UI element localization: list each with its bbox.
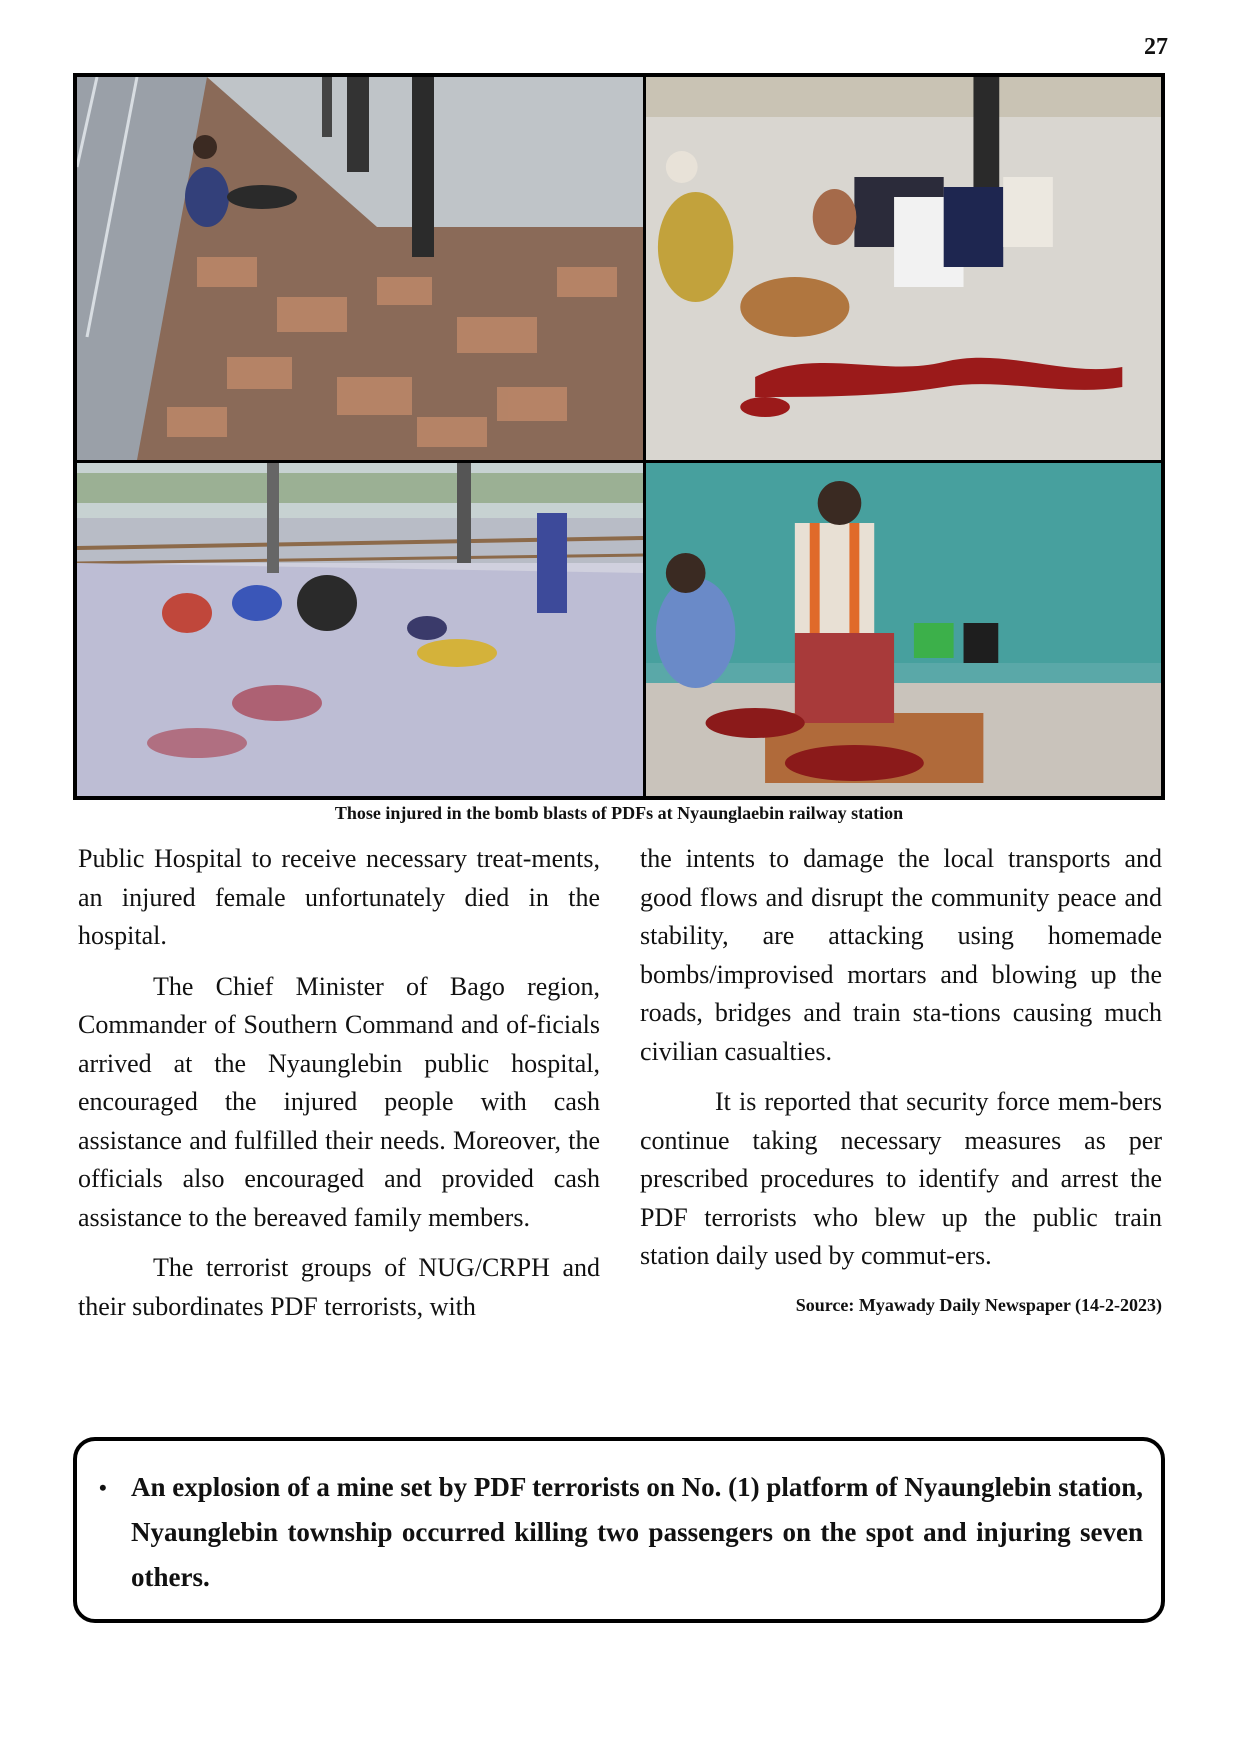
article-paragraph: The Chief Minister of Bago region, Commander of Southern Command and of-ficials arrived at the Nyaunglebin public hospital, encouraged the injured people with cash assistance and fulfilled their needs. Moreover, the officials also encouraged and provided cash assistance to the bereaved family members. (78, 971, 600, 1232)
source-citation: Source: Myawady Daily Newspaper (14-2-2023) (795, 1294, 1162, 1315)
callout-text: An explosion of a mine set by PDF terrorists on No. (1) platform of Nyaunglebin station, Nyaunglebin township occurred killing two passengers on the spot and injuring seven others. (131, 1472, 1143, 1592)
article-paragraph: The terrorist groups of NUG/CRPH and their subordinates PDF terrorists, with (78, 1253, 600, 1321)
photo-injured-luggage (646, 77, 1161, 460)
article-paragraph: It is reported that security force mem-bers continue taking necessary measures as per prescribed procedures to identify and arrest the PDF terrorists who blew up the public train station daily used by commut-ers. (640, 1087, 1162, 1270)
article-paragraph: Public Hospital to receive necessary treat-ments, an injured female unfortunately died in the hospital. (78, 844, 600, 950)
photo-collage (73, 73, 1165, 800)
article-right-column (640, 840, 1162, 1318)
callout-box (73, 1437, 1165, 1623)
photo-injured-platform (77, 463, 643, 796)
page-number: 27 (1144, 34, 1168, 60)
photo-debris-platform (77, 77, 643, 460)
callout-item (99, 1465, 1143, 1600)
bullet-icon: • (99, 1475, 107, 1500)
photo-injured-man (646, 463, 1161, 796)
article-left-column (78, 840, 600, 1338)
article-paragraph: the intents to damage the local transports and good flows and disrupt the community peace and stability, are attacking using homemade bombs/improvised mortars and blowing up the roads, bridges and train sta-tions causing much civilian casualties. (640, 844, 1162, 1066)
photo-caption: Those injured in the bomb blasts of PDFs at Nyaunglaebin railway station (334, 803, 904, 823)
